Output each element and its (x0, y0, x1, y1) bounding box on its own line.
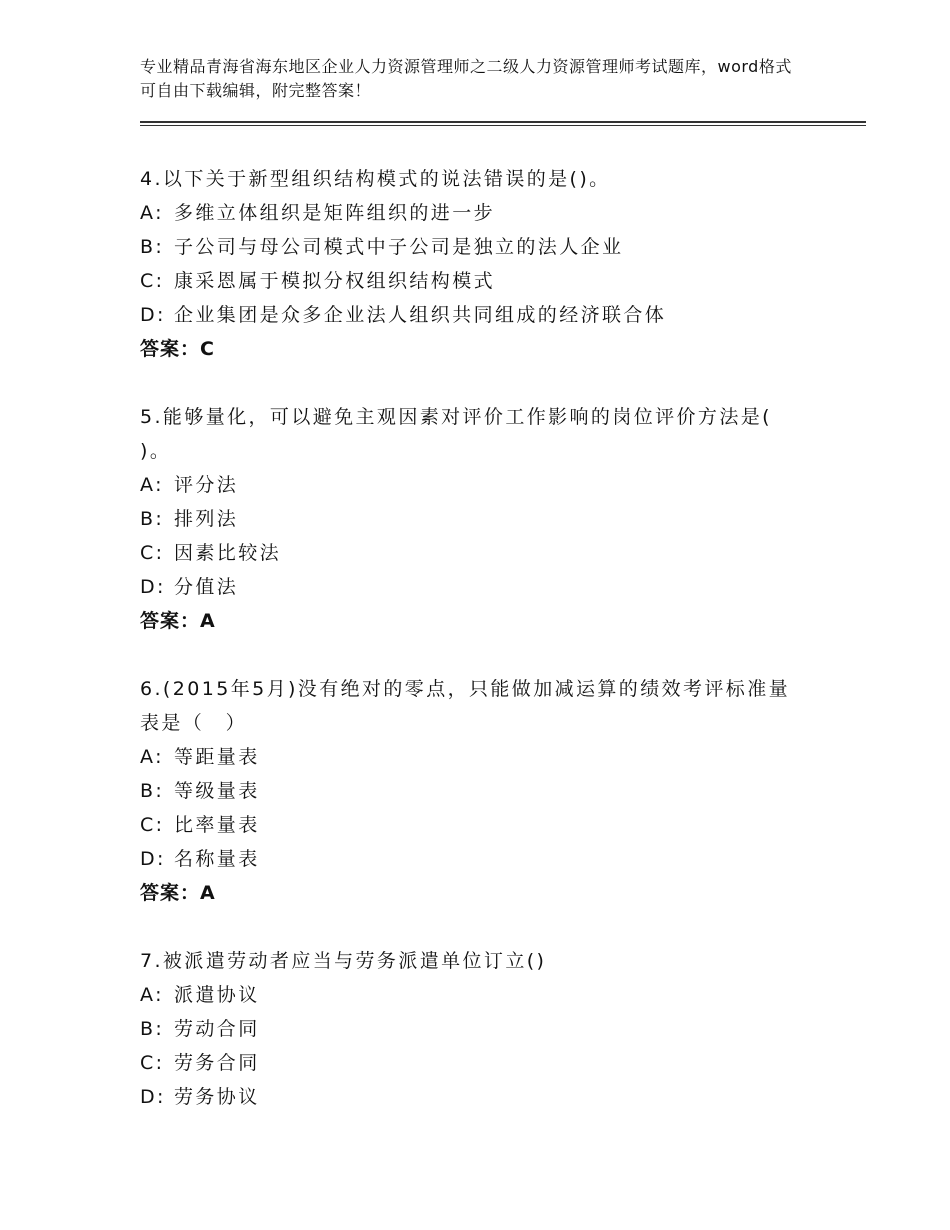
option-letter: D: (140, 1086, 166, 1108)
option-text: 劳务合同 (174, 1052, 260, 1074)
option-letter: D: (140, 576, 166, 598)
option-letter: D: (140, 304, 166, 326)
question-option (140, 1012, 860, 1046)
option-text: 劳务协议 (174, 1086, 260, 1108)
option-text: 康采恩属于模拟分权组织结构模式 (174, 270, 496, 292)
question-option (140, 570, 860, 604)
option-text: 企业集团是众多企业法人组织共同组成的经济联合体 (174, 304, 667, 326)
question-answer: 答案：A (140, 882, 216, 904)
option-letter: B: (140, 508, 165, 530)
option-text: 劳动合同 (174, 1018, 260, 1040)
option-letter: C: (140, 542, 165, 564)
option-letter: B: (140, 236, 165, 258)
question-option (140, 1080, 860, 1114)
question-item (140, 944, 860, 1114)
question-stem: 6.(2015年5月)没有绝对的零点，只能做加减运算的绩效考评标准量表是（ ） (140, 678, 790, 734)
question-option (140, 774, 860, 808)
option-text: 子公司与母公司模式中子公司是独立的法人企业 (174, 236, 624, 258)
option-text: 等距量表 (174, 746, 260, 768)
option-letter: C: (140, 814, 165, 836)
option-letter: D: (140, 848, 166, 870)
option-letter: C: (140, 1052, 165, 1074)
option-text: 派遣协议 (174, 984, 260, 1006)
option-letter: A: (140, 474, 164, 496)
question-option (140, 230, 860, 264)
question-option (140, 502, 860, 536)
question-option (140, 978, 860, 1012)
question-item (140, 672, 860, 910)
option-letter: A: (140, 202, 164, 224)
question-stem: 7.被派遣劳动者应当与劳务派遣单位订立() (140, 950, 547, 972)
option-text: 多维立体组织是矩阵组织的进一步 (174, 202, 496, 224)
header-title: 专业精品青海省海东地区企业人力资源管理师之二级人力资源管理师考试题库，word格式可自由下载编辑，附完整答案！ (140, 57, 792, 100)
option-text: 等级量表 (174, 780, 260, 802)
question-option (140, 196, 860, 230)
option-text: 因素比较法 (174, 542, 282, 564)
question-option (140, 298, 860, 332)
option-letter: A: (140, 984, 164, 1006)
option-letter: B: (140, 1018, 165, 1040)
option-letter: B: (140, 780, 165, 802)
option-text: 名称量表 (174, 848, 260, 870)
option-text: 排列法 (174, 508, 239, 530)
question-option (140, 842, 860, 876)
question-item (140, 400, 860, 638)
question-option (140, 264, 860, 298)
question-option (140, 808, 860, 842)
document-header (140, 55, 800, 103)
question-answer: 答案：A (140, 610, 216, 632)
question-stem: 4.以下关于新型组织结构模式的说法错误的是()。 (140, 168, 611, 190)
question-stem: 5.能够量化，可以避免主观因素对评价工作影响的岗位评价方法是( )。 (140, 406, 772, 462)
question-answer: 答案：C (140, 338, 215, 360)
option-text: 比率量表 (174, 814, 260, 836)
option-text: 评分法 (174, 474, 239, 496)
question-option (140, 1046, 860, 1080)
question-option (140, 536, 860, 570)
option-text: 分值法 (174, 576, 239, 598)
question-option (140, 740, 860, 774)
header-divider (140, 121, 866, 126)
option-letter: C: (140, 270, 165, 292)
question-item (140, 162, 860, 366)
question-option (140, 468, 860, 502)
option-letter: A: (140, 746, 164, 768)
question-list (140, 162, 860, 1148)
